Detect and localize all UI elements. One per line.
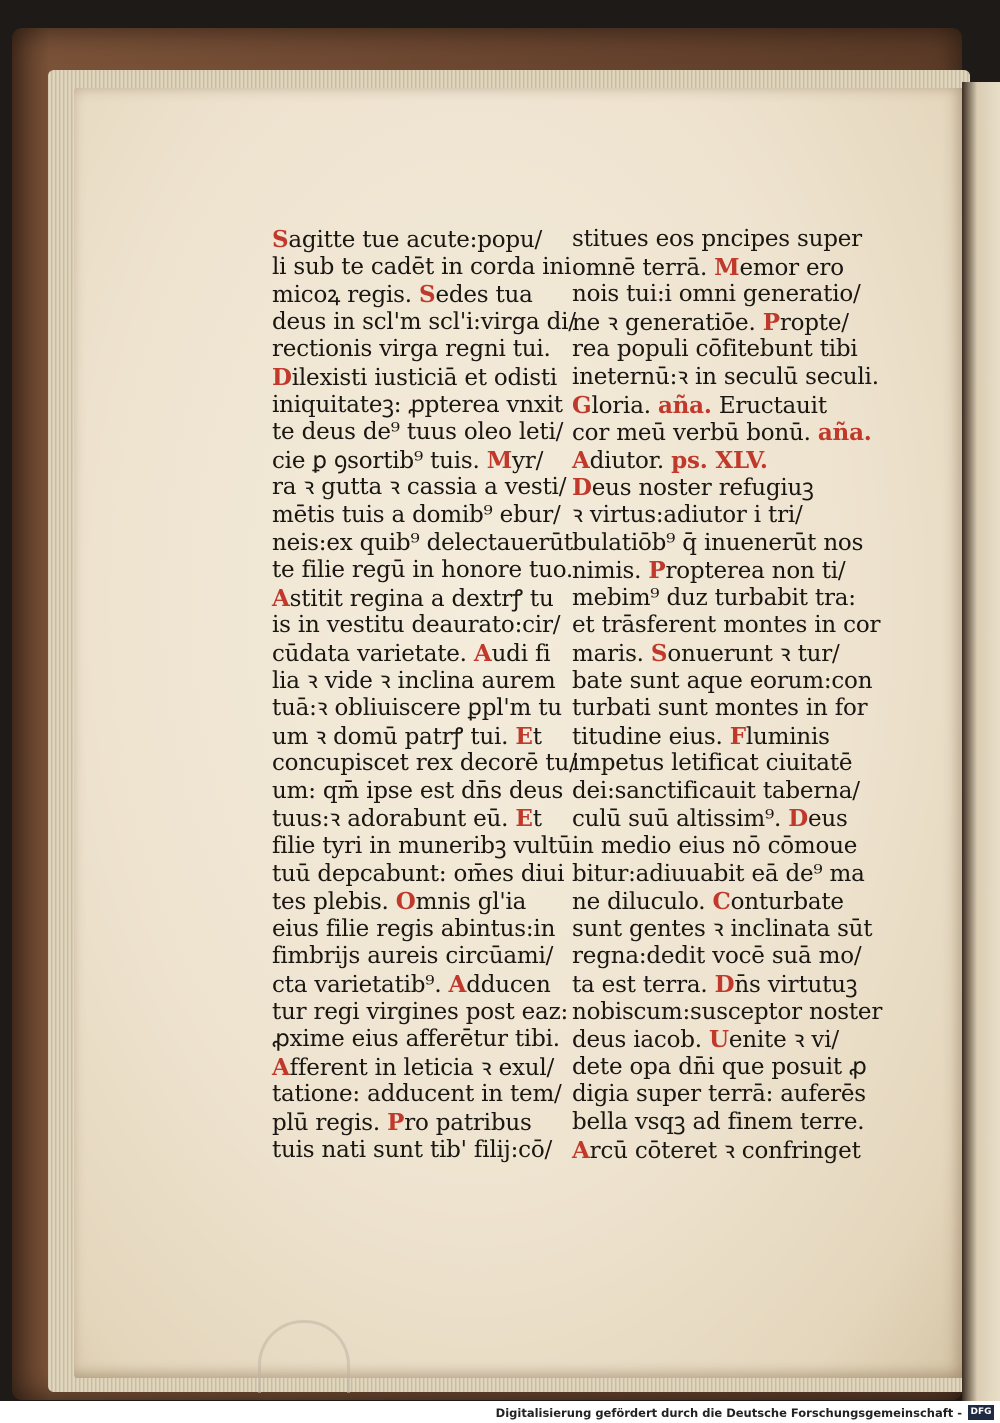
right-line: titudine eius. Fluminis bbox=[572, 722, 830, 750]
left-line: rectionis virga regni tui. bbox=[272, 336, 551, 363]
left-line: cta varietatib⁹. Adducen bbox=[272, 971, 551, 999]
right-line: digia super terrā: auferēs bbox=[572, 1081, 866, 1108]
left-line: Afferent in leticia ꝛ exul/ bbox=[272, 1053, 555, 1081]
left-line: tuū depcabunt: om̄es diui bbox=[272, 860, 565, 887]
left-line: te deus de⁹ tuus oleo leti/ bbox=[272, 419, 564, 446]
left-line: tur regi virgines post eaz: bbox=[272, 998, 569, 1025]
left-line: te filie regū in honore tuo. bbox=[272, 557, 574, 584]
right-line: nobiscum:susceptor noster bbox=[572, 998, 883, 1025]
right-line: sunt gentes ꝛ inclinata sūt bbox=[572, 915, 873, 942]
left-line: plū regis. Pro patribus bbox=[272, 1109, 532, 1136]
right-line: ne ꝛ generatiōe. Propte/ bbox=[572, 308, 849, 336]
right-line: ta est terra. Dn̄s virtutuꝫ bbox=[572, 971, 858, 999]
right-line: ne diluculo. Conturbate bbox=[572, 888, 844, 916]
left-line: Sagitte tue acute:popu/ bbox=[272, 226, 543, 253]
right-line: impetus letificat ciuitatē bbox=[572, 750, 853, 777]
right-line: in medio eius nō cōmoue bbox=[572, 833, 858, 860]
left-line: ra ꝛ gutta ꝛ cassia a vesti/ bbox=[272, 474, 567, 501]
left-line: neis:ex quib⁹ delectauerūt bbox=[272, 529, 573, 556]
right-line: regna:dedit vocē suā mo/ bbox=[572, 943, 862, 970]
left-line: filie tyri in muneribꝫ vultū bbox=[272, 833, 572, 860]
right-line: Deus noster refugiuꝫ bbox=[572, 474, 814, 502]
right-line: bulatiōb⁹ q̄ inuenerūt nos bbox=[572, 529, 864, 556]
left-line: is in vestitu deaurato:cir/ bbox=[272, 612, 561, 639]
left-line: micoꝝ regis. Sedes tua bbox=[272, 281, 533, 309]
right-line: mebim⁹ duz turbabit tra: bbox=[572, 584, 856, 611]
left-line: tuā:ꝛ obliuiscere ꝑpl'm tu bbox=[272, 695, 562, 722]
left-line: tuis nati sunt tib' filij:cō/ bbox=[272, 1136, 553, 1163]
left-line: concupiscet rex decorē tu/ bbox=[272, 750, 577, 777]
right-line: cor meū verbū bonū. aña. bbox=[572, 419, 872, 447]
right-line: deus iacob. Uenite ꝛ vi/ bbox=[572, 1026, 839, 1054]
right-line: Gloria. aña. Eructauit bbox=[572, 391, 827, 419]
left-line: ꝓxime eius afferētur tibi. bbox=[272, 1026, 560, 1053]
facing-page-edge bbox=[962, 82, 1000, 1402]
left-line: fimbrijs aureis circūami/ bbox=[272, 943, 554, 970]
left-line: lia ꝛ vide ꝛ inclina aurem bbox=[272, 667, 556, 694]
right-line: Arcū cōteret ꝛ confringet bbox=[572, 1136, 861, 1164]
left-line: cie ꝑ ꝯsortib⁹ tuis. Myr/ bbox=[272, 446, 544, 474]
right-line: nimis. Propterea non ti/ bbox=[572, 557, 846, 585]
left-line: li sub te cadēt in corda ini bbox=[272, 253, 572, 280]
right-line: bitur:adiuuabit eā de⁹ ma bbox=[572, 860, 865, 887]
left-line: cūdata varietate. Audi fi bbox=[272, 639, 551, 667]
left-line: tes plebis. Omnis gl'ia bbox=[272, 888, 527, 916]
right-line: turbati sunt montes in for bbox=[572, 695, 868, 722]
footer-bar bbox=[0, 1401, 1000, 1423]
dfg-logo: DFG bbox=[968, 1405, 994, 1420]
right-line: omnē terrā. Memor ero bbox=[572, 253, 844, 281]
left-line: tatione: adducent in tem/ bbox=[272, 1081, 562, 1108]
right-line: dete opa dn̄i que posuit ꝓ bbox=[572, 1053, 867, 1080]
right-line: maris. Sonuerunt ꝛ tur/ bbox=[572, 639, 840, 667]
footer-credit: Digitalisierung gefördert durch die Deutsche Forschungsgemeinschaft - bbox=[495, 1406, 962, 1420]
right-line: rea populi cōfitebunt tibi bbox=[572, 336, 858, 363]
right-line: culū suū altissim⁹. Deus bbox=[572, 805, 848, 833]
right-line: ineternū:ꝛ in seculū seculi. bbox=[572, 363, 879, 390]
right-line: stitues eos pncipes super bbox=[572, 226, 862, 252]
right-line: dei:sanctificauit taberna/ bbox=[572, 777, 860, 804]
left-line: deus in scl'm scl'i:virga di/ bbox=[272, 308, 576, 335]
right-text-column bbox=[572, 226, 882, 1164]
right-line: Adiutor. ps. XLV. bbox=[572, 446, 768, 474]
right-line: bate sunt aque eorum:con bbox=[572, 667, 873, 694]
right-line: ꝛ virtus:adiutor i tri/ bbox=[572, 501, 803, 528]
left-line: eius filie regis abintus:in bbox=[272, 915, 556, 942]
left-line: mētis tuis a domib⁹ ebur/ bbox=[272, 501, 561, 528]
right-line: nois tui:i omni generatio/ bbox=[572, 281, 861, 308]
left-line: um: qm̄ ipse est dn̄s deus bbox=[272, 777, 564, 804]
left-text-column bbox=[272, 226, 577, 1164]
left-line: um ꝛ domū patrꝭ tui. Et bbox=[272, 722, 542, 750]
right-line: bella vsqꝫ ad finem terre. bbox=[572, 1109, 865, 1135]
right-line: et trāsferent montes in cor bbox=[572, 612, 881, 639]
left-line: Astitit regina a dextrꝭ tu bbox=[272, 584, 554, 612]
left-line: tuus:ꝛ adorabunt eū. Et bbox=[272, 805, 542, 833]
left-line: iniquitateꝫ: ꝓpterea vnxit bbox=[272, 391, 563, 418]
left-line: Dilexisti iusticiā et odisti bbox=[272, 363, 558, 391]
